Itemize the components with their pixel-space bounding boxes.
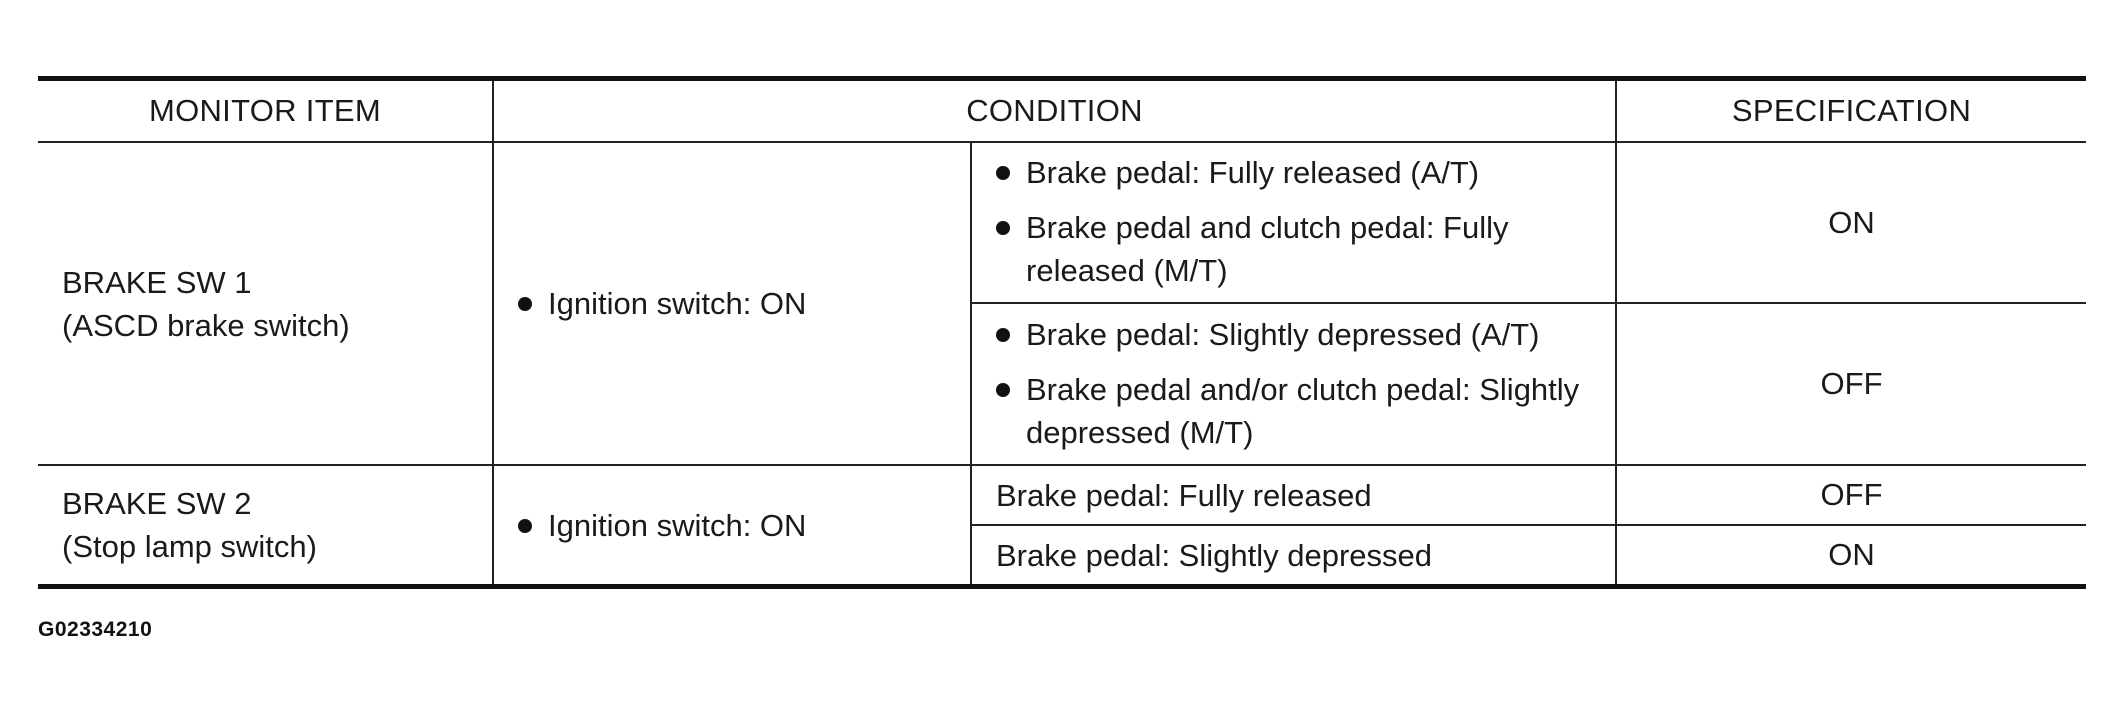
pedal-condition-text: Brake pedal and clutch pedal: Fully released (M/T) [1026, 210, 1509, 288]
bullet-icon [518, 297, 532, 311]
bullet-icon [996, 166, 1010, 180]
pedal-condition-text: Brake pedal and/or clutch pedal: Slightly depressed (M/T) [1026, 371, 1580, 450]
pedal-condition-text: Brake pedal: Slightly depressed (A/T) [1026, 316, 1540, 352]
pedal-condition-cell [971, 303, 1616, 465]
monitor-item-cell [38, 465, 493, 587]
table-header-row [38, 79, 2086, 143]
monitor-item-description: (Stop lamp switch) [62, 529, 317, 564]
bullet-icon [996, 383, 1010, 397]
pedal-condition-text: Brake pedal: Fully released (A/T) [1026, 155, 1480, 190]
table-row [38, 142, 2086, 303]
pedal-condition-cell: Brake pedal: Fully released [971, 465, 1616, 525]
specification-cell: OFF [1616, 303, 2086, 465]
pedal-condition-cell: Brake pedal: Slightly depressed [971, 525, 1616, 587]
bullet-icon [518, 519, 532, 533]
bullet-icon [996, 328, 1010, 342]
ignition-condition-text: Ignition switch: ON [548, 286, 807, 321]
monitor-spec-table [38, 76, 2086, 589]
spec-table-container [38, 76, 2086, 589]
monitor-item-name: BRAKE SW 2 [62, 486, 252, 521]
header-monitor-item: MONITOR ITEM [38, 79, 493, 143]
monitor-item-description: (ASCD brake switch) [62, 307, 350, 343]
ignition-condition-cell [493, 142, 971, 465]
bullet-icon [996, 221, 1010, 235]
monitor-item-name: BRAKE SW 1 [62, 264, 252, 300]
header-specification: SPECIFICATION [1616, 79, 2086, 143]
pedal-condition-cell [971, 142, 1616, 303]
specification-cell: ON [1616, 142, 2086, 303]
figure-code: G02334210 [38, 618, 153, 641]
ignition-condition-text: Ignition switch: ON [548, 507, 807, 543]
specification-cell: OFF [1616, 465, 2086, 525]
monitor-item-cell [38, 142, 493, 465]
table-row [38, 465, 2086, 525]
ignition-condition-cell [493, 465, 971, 587]
header-condition: CONDITION [493, 79, 1616, 143]
specification-cell: ON [1616, 525, 2086, 587]
